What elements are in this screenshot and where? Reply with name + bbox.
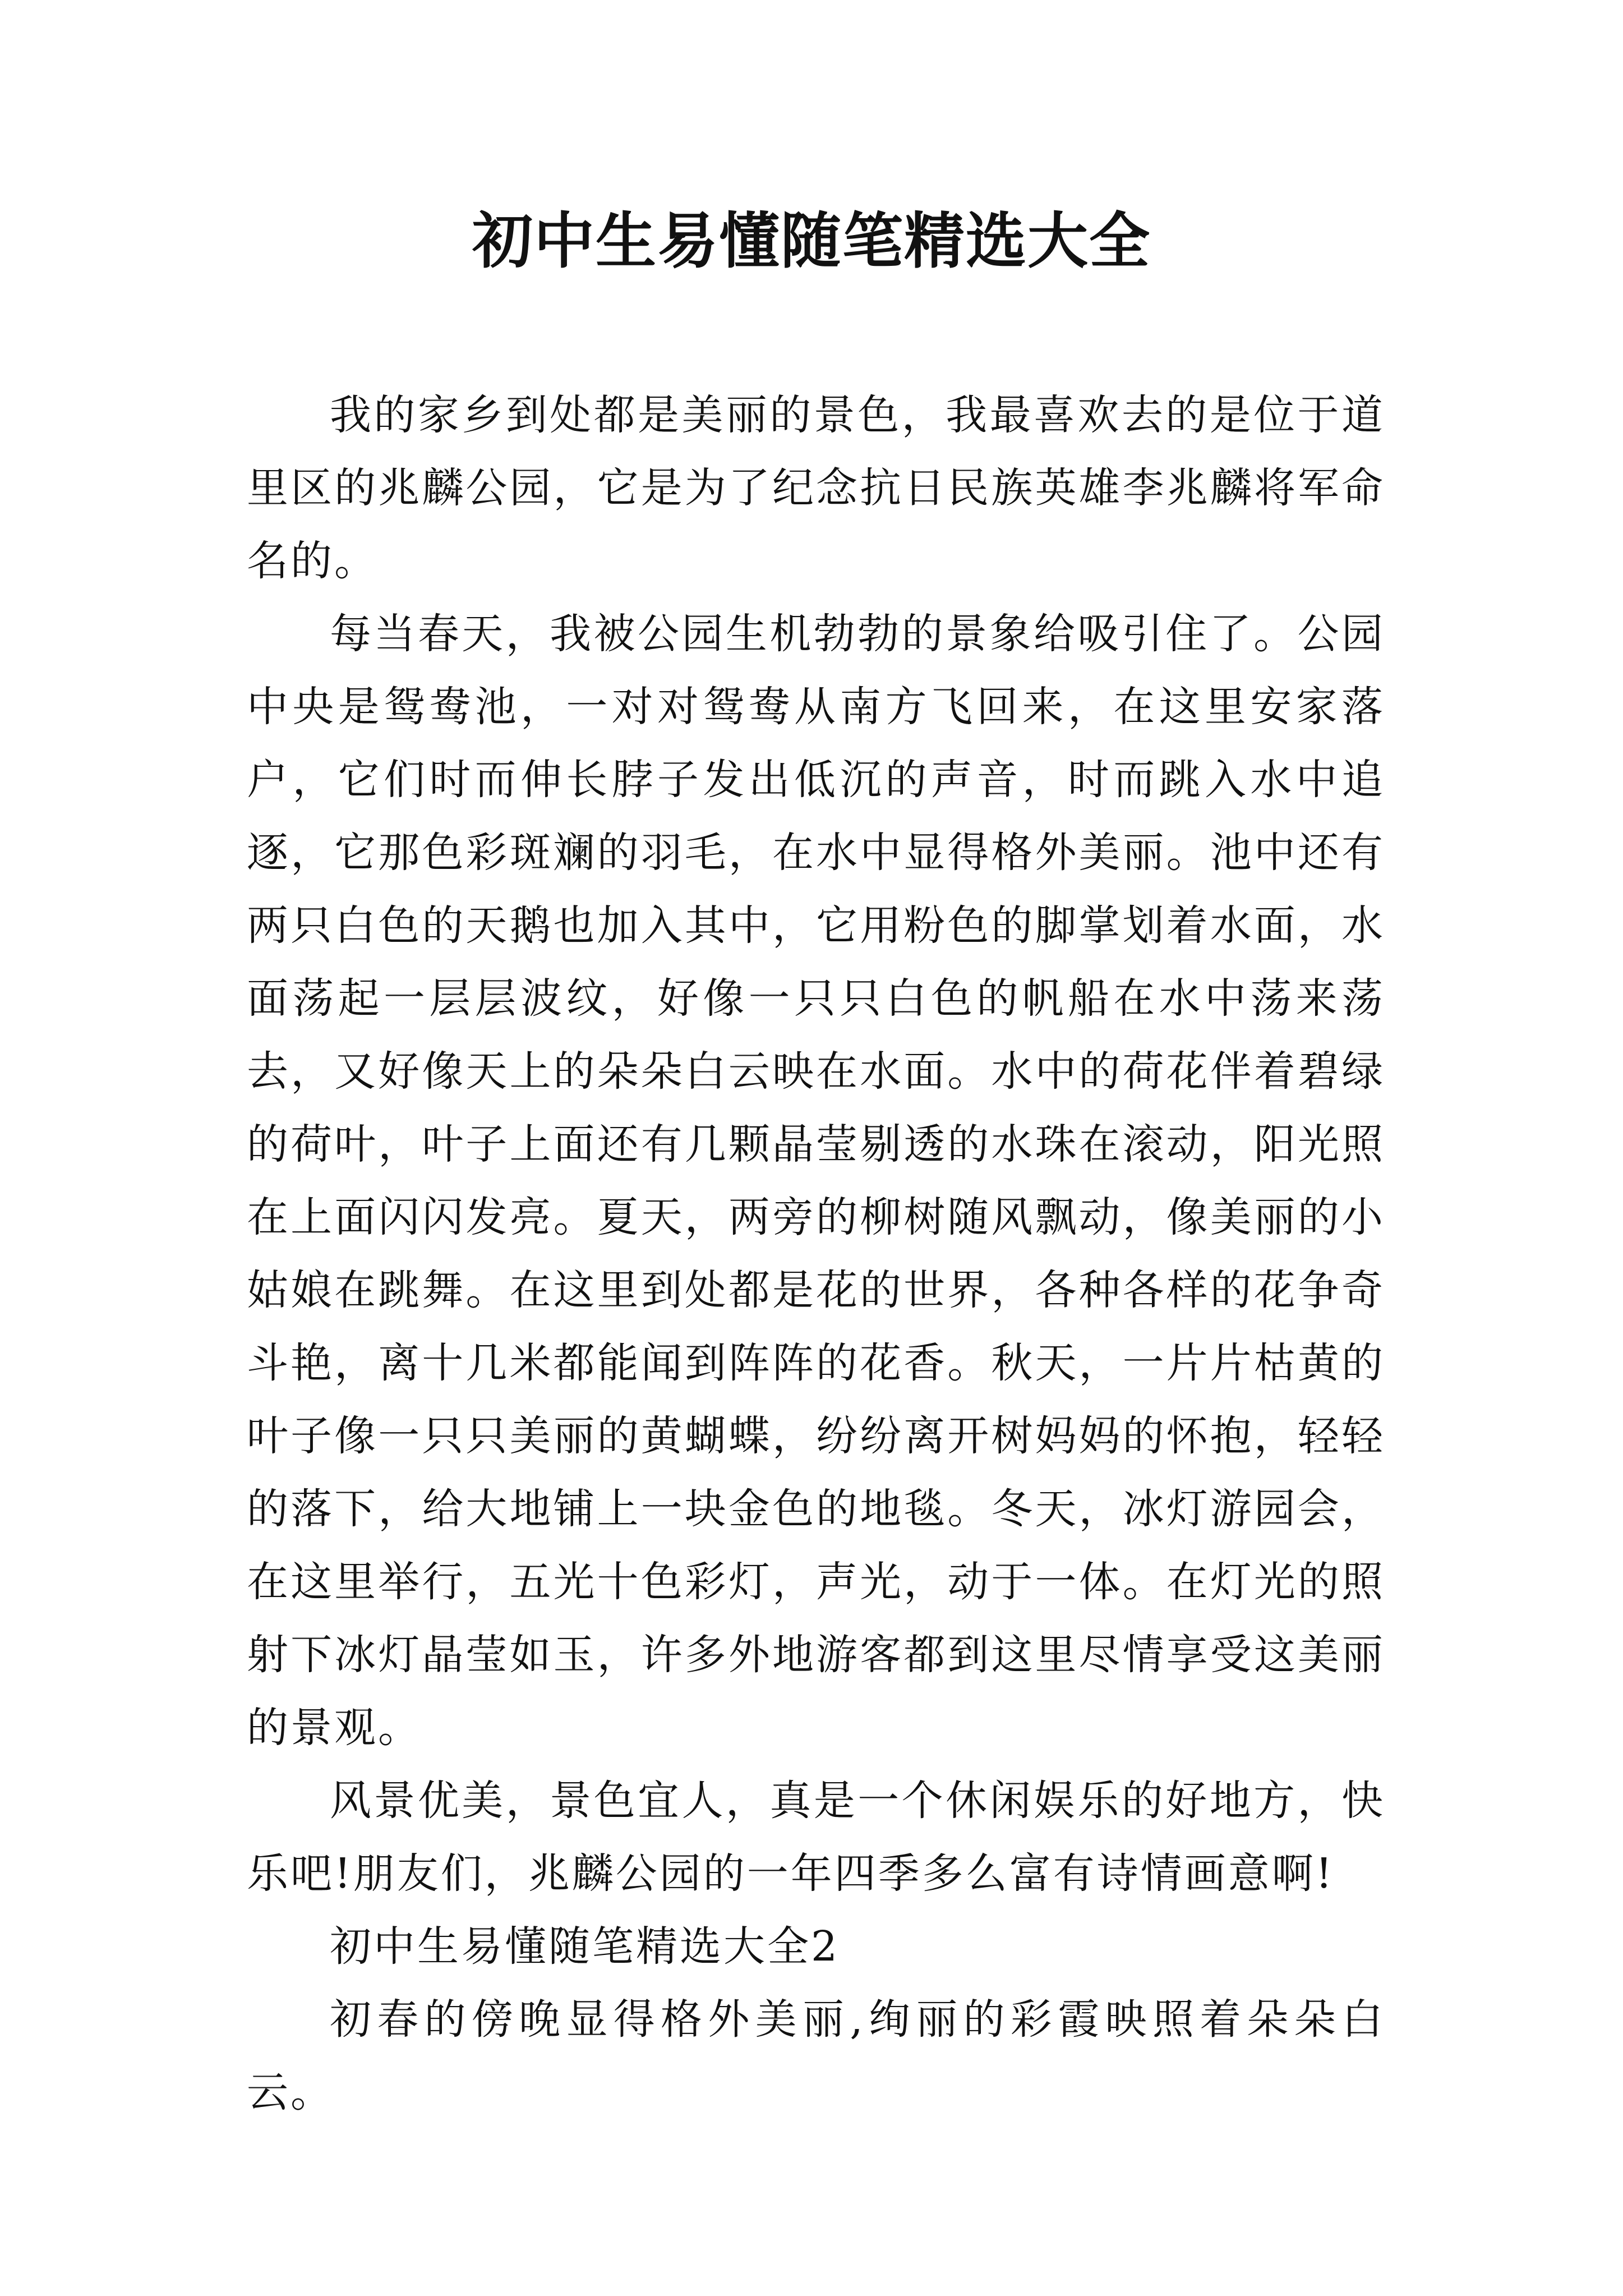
paragraph-conclusion: 风景优美，景色宜人，真是一个休闲娱乐的好地方，快乐吧!朋友们，兆麟公园的一年四季多么富有诗情画意啊!	[247, 1777, 1385, 1898]
document-body	[247, 379, 1385, 2129]
section-heading-2: 初中生易懂随笔精选大全2	[330, 1922, 840, 1971]
paragraph-seasons: 每当春天，我被公园生机勃勃的景象给吸引住了。公园中央是鸳鸯池，一对对鸳鸯从南方飞回来，在这里安家落户，它们时而伸长脖子发出低沉的声音，时而跳入水中追逐，它那色彩斑斓的羽毛，在水中显得格外美丽。池中还有两只白色的天鹅也加入其中，它用粉色的脚掌划着水面，水面荡起一层层波纹，好像一只只白色的帆船在水中荡来荡去，又好像天上的朵朵白云映在水面。水中的荷花伴着碧绿的荷叶，叶子上面还有几颗晶莹剔透的水珠在滚动，阳光照在上面闪闪发亮。夏天，两旁的柳树随风飘动，像美丽的小姑娘在跳舞。在这里到处都是花的世界，各种各样的花争奇斗艳，离十几米都能闻到阵阵的花香。秋天，一片片枯黄的叶子像一只只美丽的黄蝴蝶，纷纷离开树妈妈的怀抱，轻轻的落下，给大地铺上一块金色的地毯。冬天，冰灯游园会，在这里举行，五光十色彩灯，声光，动于一体。在灯光的照射下冰灯晶莹如玉，许多外地游客都到这里尽情享受这美丽的景观。	[247, 610, 1385, 1752]
paragraph-section-2-start: 初春的傍晚显得格外美丽,绚丽的彩霞映照着朵朵白云。	[247, 1995, 1385, 2116]
document-title: 初中生易懂随笔精选大全	[472, 206, 1151, 277]
paragraph-intro: 我的家乡到处都是美丽的景色，我最喜欢去的是位于道里区的兆麟公园，它是为了纪念抗日民族英雄李兆麟将军命名的。	[247, 391, 1385, 585]
